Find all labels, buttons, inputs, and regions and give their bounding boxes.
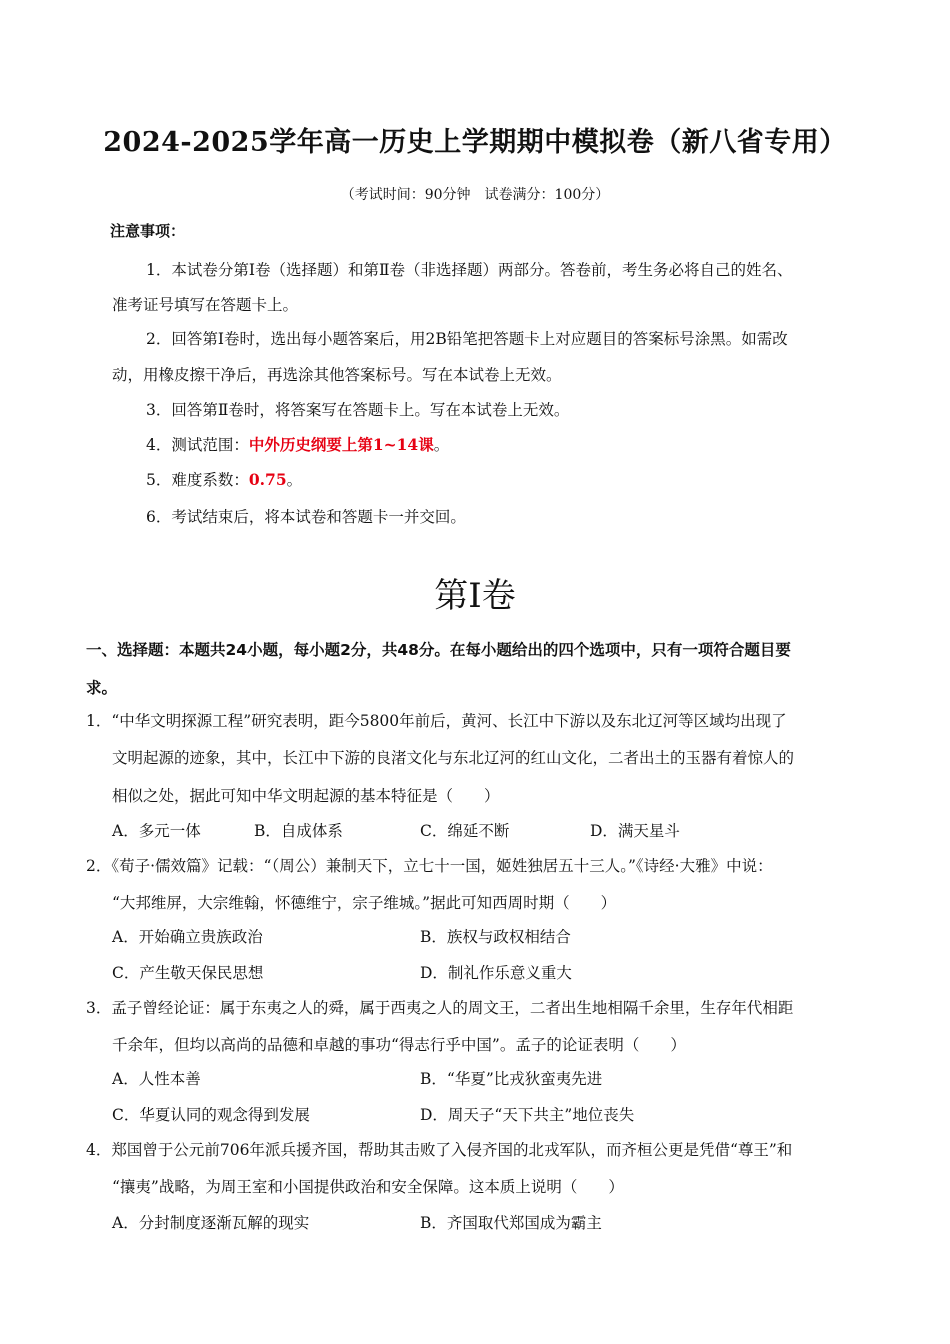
question-1-line-3: 相似之处，据此可知中华文明起源的基本特征是（ ）	[112, 787, 500, 805]
question-3-option-d[interactable]: D．周天子“天下共主”地位丧失	[420, 1106, 635, 1124]
question-3-option-a[interactable]: A．人性本善	[112, 1070, 201, 1088]
question-2-line-2: “大邦维屏，大宗维翰，怀德维宁，宗子维城。”据此可知西周时期（ ）	[112, 894, 617, 912]
question-1-line-2: 文明起源的迹象，其中，长江中下游的良渚文化与东北辽河的红山文化，二者出土的玉器有着惊人的	[112, 749, 795, 767]
section-heading-line-2: 求。	[86, 679, 118, 697]
exam-title: 2024-2025学年高一历史上学期期中模拟卷（新八省专用）	[103, 127, 847, 158]
notes-heading: 注意事项：	[110, 222, 186, 240]
note-4-prefix: 4．测试范围：	[146, 436, 249, 454]
note-4	[146, 433, 449, 455]
question-2-option-a[interactable]: A．开始确立贵族政治	[112, 928, 263, 946]
note-6: 6．考试结束后，将本试卷和答题卡一并交回。	[146, 508, 466, 526]
note-4-suffix: 。	[433, 436, 450, 454]
question-3-line-1: 3．孟子曾经论证：属于东夷之人的舜，属于西夷之人的周文王，二者出生地相隔千余里，生存年代相距	[86, 999, 794, 1017]
note-3: 3．回答第Ⅱ卷时，将答案写在答题卡上。写在本试卷上无效。	[146, 401, 570, 419]
question-4-option-b[interactable]: B．齐国取代郑国成为霸主	[420, 1214, 602, 1232]
note-5	[146, 468, 302, 490]
question-1-option-c[interactable]: C．绵延不断	[420, 822, 510, 840]
note-5-difficulty: 0.75	[248, 470, 287, 489]
question-2-option-d[interactable]: D．制礼作乐意义重大	[420, 964, 572, 982]
question-2-option-c[interactable]: C．产生敬天保民思想	[112, 964, 264, 982]
question-3-option-c[interactable]: C．华夏认同的观念得到发展	[112, 1106, 310, 1124]
note-5-suffix: 。	[286, 471, 303, 489]
question-2-line-1: 2．《荀子·儒效篇》记载：“（周公）兼制天下，立七十一国，姬姓独居五十三人。”《诗经·大雅》中说：	[86, 857, 773, 875]
question-4-line-1: 4．郑国曾于公元前706年派兵援齐国，帮助其击败了入侵齐国的北戎军队，而齐桓公更是凭借“尊王”和	[86, 1141, 793, 1159]
question-1-option-d[interactable]: D．满天星斗	[590, 822, 680, 840]
part-title: 第Ⅰ卷	[434, 576, 516, 616]
note-5-prefix: 5．难度系数：	[146, 471, 249, 489]
question-1-line-1: 1．“中华文明探源工程”研究表明，距今5800年前后，黄河、长江中下游以及东北辽河等区域均出现了	[86, 712, 787, 730]
question-1-option-b[interactable]: B．自成体系	[254, 822, 343, 840]
note-2-line-2: 动，用橡皮擦干净后，再选涂其他答案标号。写在本试卷上无效。	[112, 366, 562, 384]
note-1-line-2: 准考证号填写在答题卡上。	[112, 296, 299, 314]
question-3-line-2: 千余年，但均以高尚的品德和卓越的事功“得志行乎中国”。孟子的论证表明（ ）	[112, 1036, 686, 1054]
note-2-line-1: 2．回答第Ⅰ卷时，选出每小题答案后，用2B铅笔把答题卡上对应题目的答案标号涂黑。如需改	[146, 330, 788, 348]
note-1-line-1: 1．本试卷分第Ⅰ卷（选择题）和第Ⅱ卷（非选择题）两部分。答卷前，考生务必将自己的姓名、	[146, 261, 793, 279]
note-4-scope: 中外历史纲要上第1~14课	[248, 435, 434, 454]
question-4-option-a[interactable]: A．分封制度逐渐瓦解的现实	[112, 1214, 310, 1232]
section-heading-line-1: 一、选择题：本题共24小题，每小题2分，共48分。在每小题给出的四个选项中，只有一项符合题目要	[86, 641, 791, 659]
question-2-option-b[interactable]: B．族权与政权相结合	[420, 928, 571, 946]
question-3-option-b[interactable]: B．“华夏”比戎狄蛮夷先进	[420, 1070, 603, 1088]
question-1-option-a[interactable]: A．多元一体	[112, 822, 201, 840]
question-4-line-2: “攘夷”战略，为周王室和小国提供政治和安全保障。这本质上说明（ ）	[112, 1178, 624, 1196]
exam-subtitle: （考试时间：90分钟 试卷满分：100分）	[340, 187, 610, 203]
